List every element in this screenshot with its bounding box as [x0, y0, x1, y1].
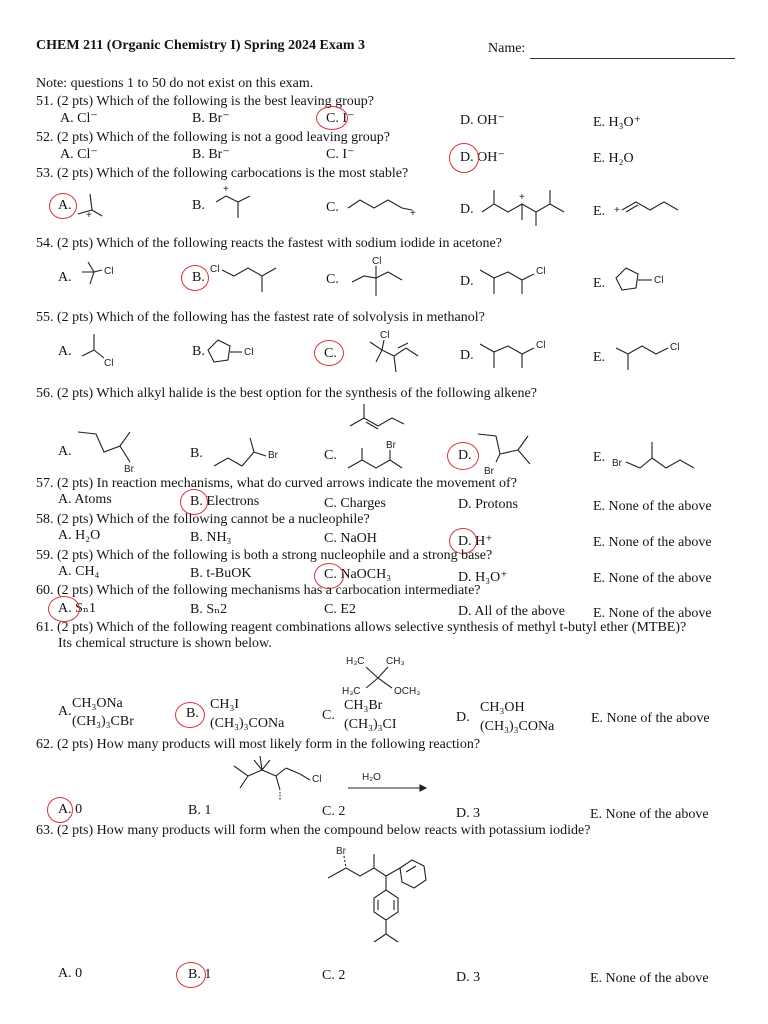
q52-option-a[interactable]: A. Cl⁻ — [60, 147, 98, 162]
q56-target-alkene — [346, 402, 418, 436]
question-55-stem: 55. (2 pts) Which of the following has the fastest rate of solvolysis in methanol? — [36, 310, 485, 325]
q54-option-b[interactable]: B. — [192, 270, 205, 285]
q59-option-e[interactable]: E. None of the above — [593, 571, 712, 586]
question-52-stem: 52. (2 pts) Which of the following is not a good leaving group? — [36, 130, 390, 145]
q61-b-reagent-1: CH₃I — [210, 697, 239, 712]
svg-text:Cl: Cl — [104, 358, 114, 369]
q56-option-d[interactable]: D. — [458, 448, 472, 463]
q53-structure-c — [344, 194, 420, 218]
question-59-stem: 59. (2 pts) Which of the following is both a strong nucleophile and a strong base? — [36, 548, 493, 563]
svg-text:Br: Br — [484, 466, 494, 477]
q55-structure-b — [206, 338, 266, 370]
answer-circle-mark — [48, 596, 80, 622]
q61-d-reagent-2: (CH₃)₃CONa — [480, 719, 555, 734]
q61-c-reagent-2: (CH₃)₃CI — [344, 717, 397, 732]
q52-option-e[interactable]: E. H₂O — [593, 151, 634, 166]
q55-option-a[interactable]: A. — [58, 344, 72, 359]
answer-circle-mark — [316, 106, 348, 130]
svg-text:OCH₃: OCH₃ — [394, 686, 421, 697]
q61-option-e[interactable]: E. None of the above — [591, 711, 710, 726]
svg-text:CH₃: CH₃ — [386, 656, 405, 667]
svg-text:Br: Br — [386, 440, 396, 451]
question-58-stem: 58. (2 pts) Which of the following cannot be a nucleophile? — [36, 512, 370, 527]
q51-option-c[interactable]: C. I⁻ — [326, 111, 355, 126]
note-text: Note: questions 1 to 50 do not exist on this exam. — [36, 76, 314, 91]
answer-circle-mark — [449, 143, 479, 173]
question-53-stem: 53. (2 pts) Which of the following carbocations is the most stable? — [36, 166, 409, 181]
svg-text:Cl: Cl — [654, 275, 664, 286]
answer-circle-mark — [175, 702, 205, 728]
svg-text:H₂O: H₂O — [362, 772, 381, 783]
q61-a-reagent-1: CH₃ONa — [72, 696, 123, 711]
q53-structure-e — [612, 198, 688, 220]
q61-b-reagent-2: (CH₃)₃CONa — [210, 716, 285, 731]
q51-option-d[interactable]: D. OH⁻ — [460, 113, 505, 128]
svg-text:+: + — [519, 192, 525, 203]
q51-option-a[interactable]: A. Cl⁻ — [60, 111, 98, 126]
svg-text:Br: Br — [612, 458, 622, 469]
svg-text:Cl: Cl — [312, 774, 322, 785]
q54-structure-d — [476, 262, 556, 302]
q59-option-d[interactable]: D. H₃O⁺ — [458, 570, 508, 585]
exam-title: CHEM 211 (Organic Chemistry I) Spring 2024 Exam 3 — [36, 38, 365, 53]
q60-option-d[interactable]: D. All of the above — [458, 604, 565, 619]
q58-option-d[interactable]: D. H⁺ — [458, 534, 493, 549]
q62-option-b[interactable]: B. 1 — [188, 803, 212, 818]
q56-option-a[interactable]: A. — [58, 444, 72, 459]
q53-option-c[interactable]: C. — [326, 200, 339, 215]
q59-option-c[interactable]: C. NaOCH₃ — [324, 567, 392, 582]
q54-structure-b — [208, 260, 288, 300]
q61-d-reagent-1: CH₃OH — [480, 700, 525, 715]
svg-text:+: + — [223, 184, 229, 195]
q52-option-d[interactable]: D. OH⁻ — [460, 150, 505, 165]
question-62-stem: 62. (2 pts) How many products will most likely form in the following reaction? — [36, 737, 481, 752]
q54-structure-e — [612, 264, 672, 300]
q55-option-d[interactable]: D. — [460, 348, 474, 363]
name-field-line[interactable] — [530, 58, 735, 59]
question-61-stem: 61. (2 pts) Which of the following reagent combinations allows selective synthesis of methyl t-butyl ether (MTBE)? — [36, 620, 687, 635]
svg-text:Cl: Cl — [244, 347, 254, 358]
svg-text:Cl: Cl — [104, 266, 114, 277]
q62-option-e[interactable]: E. None of the above — [590, 807, 709, 822]
q53-option-d[interactable]: D. — [460, 202, 474, 217]
q54-option-a[interactable]: A. — [58, 270, 72, 285]
question-60-stem: 60. (2 pts) Which of the following mechanisms has a carbocation intermediate? — [36, 583, 481, 598]
q62-option-d[interactable]: D. 3 — [456, 806, 481, 821]
svg-text:Cl: Cl — [210, 264, 220, 275]
answer-circle-mark — [314, 340, 344, 366]
q58-option-a[interactable]: A. H₂O — [58, 528, 101, 543]
q60-option-b[interactable]: B. Sₙ2 — [190, 602, 228, 617]
question-56-stem: 56. (2 pts) Which alkyl halide is the best option for the synthesis of the following alkene? — [36, 386, 537, 401]
q56-structure-e — [610, 438, 710, 478]
q57-option-a[interactable]: A. Atoms — [58, 492, 112, 507]
q61-a-reagent-2: (CH₃)₃CBr — [72, 714, 134, 729]
q53-structure-a — [74, 186, 114, 222]
q56-structure-a — [74, 428, 150, 474]
q60-option-c[interactable]: C. E2 — [324, 602, 356, 617]
question-63-stem: 63. (2 pts) How many products will form when the compound below reacts with potassium iodide? — [36, 823, 591, 838]
question-57-stem: 57. (2 pts) In reaction mechanisms, what do curved arrows indicate the movement of? — [36, 476, 517, 491]
q56-option-c[interactable]: C. — [324, 448, 337, 463]
q55-structure-a — [78, 330, 118, 370]
q61-option-a[interactable]: A. — [58, 704, 72, 719]
q63-option-c[interactable]: C. 2 — [322, 968, 346, 983]
q56-structure-b — [210, 436, 290, 476]
q61-option-c[interactable]: C. — [322, 708, 335, 723]
q56-structure-c — [344, 436, 414, 476]
svg-text:Cl: Cl — [670, 342, 680, 353]
q63-compound-structure — [320, 842, 450, 972]
answer-circle-mark — [49, 193, 77, 219]
answer-circle-mark — [181, 265, 209, 291]
q54-structure-a — [78, 258, 128, 288]
question-54-stem: 54. (2 pts) Which of the following reacts the fastest with sodium iodide in acetone? — [36, 236, 502, 251]
q62-option-a[interactable]: A. 0 — [58, 802, 83, 817]
q57-option-c[interactable]: C. Charges — [324, 496, 386, 511]
svg-text:+: + — [86, 210, 92, 221]
q55-structure-d — [476, 336, 556, 376]
svg-text:H₃C: H₃C — [342, 686, 361, 697]
answer-circle-mark — [176, 962, 206, 988]
svg-text:+: + — [614, 205, 620, 216]
q59-option-b[interactable]: B. t-BuOK — [190, 566, 252, 581]
q52-option-b[interactable]: B. Br⁻ — [192, 147, 230, 162]
svg-text:H₃C: H₃C — [346, 656, 365, 667]
q60-option-a[interactable]: A. Sₙ1 — [58, 601, 96, 616]
q61-option-b[interactable]: B. — [186, 706, 199, 721]
q58-option-c[interactable]: C. NaOH — [324, 531, 377, 546]
q53-structure-b — [212, 184, 262, 224]
q63-option-b[interactable]: B. 1 — [188, 967, 212, 982]
q61-c-reagent-1: CH₃Br — [344, 698, 383, 713]
q61-option-d[interactable]: D. — [456, 710, 470, 725]
q57-option-d[interactable]: D. Protons — [458, 497, 518, 512]
q53-structure-d — [478, 186, 578, 230]
q55-option-b[interactable]: B. — [192, 344, 205, 359]
q54-option-d[interactable]: D. — [460, 274, 474, 289]
svg-text:Br: Br — [336, 846, 346, 857]
q59-option-a[interactable]: A. CH₄ — [58, 564, 100, 579]
q54-structure-c — [346, 252, 416, 302]
q62-option-c[interactable]: C. 2 — [322, 804, 346, 819]
q58-option-e[interactable]: E. None of the above — [593, 535, 712, 550]
svg-text:Cl: Cl — [536, 340, 546, 351]
q54-option-c[interactable]: C. — [326, 272, 339, 287]
q55-structure-e — [612, 338, 692, 374]
q63-option-e[interactable]: E. None of the above — [590, 971, 709, 986]
q56-structure-d — [474, 430, 550, 476]
svg-text:Cl: Cl — [372, 256, 382, 267]
svg-text:Cl: Cl — [380, 330, 390, 341]
svg-text:Cl: Cl — [536, 266, 546, 277]
q62-reactant-structure — [230, 754, 340, 804]
answer-circle-mark — [47, 797, 73, 823]
q62-reaction-arrow — [346, 768, 428, 794]
q56-option-e[interactable]: E. — [593, 450, 606, 465]
q51-option-e[interactable]: E. H₃O⁺ — [593, 115, 642, 130]
q61-mtbe-structure — [340, 652, 440, 700]
q55-structure-c — [346, 326, 436, 374]
q55-option-e[interactable]: E. — [593, 350, 606, 365]
q57-option-e[interactable]: E. None of the above — [593, 499, 712, 514]
svg-text:Br: Br — [124, 464, 134, 475]
q53-option-a[interactable]: A. — [58, 198, 72, 213]
q54-option-e[interactable]: E. — [593, 276, 606, 291]
q53-option-b[interactable]: B. — [192, 198, 205, 213]
q52-option-c[interactable]: C. I⁻ — [326, 147, 355, 162]
q63-option-a[interactable]: A. 0 — [58, 966, 83, 981]
q51-option-b[interactable]: B. Br⁻ — [192, 111, 230, 126]
name-label: Name: — [488, 41, 526, 56]
q55-option-c[interactable]: C. — [324, 346, 337, 361]
svg-text:+: + — [410, 208, 416, 219]
q63-option-d[interactable]: D. 3 — [456, 970, 481, 985]
q56-option-b[interactable]: B. — [190, 446, 203, 461]
q60-option-e[interactable]: E. None of the above — [593, 606, 712, 621]
question-51-stem: 51. (2 pts) Which of the following is the best leaving group? — [36, 94, 375, 109]
q53-option-e[interactable]: E. — [593, 204, 606, 219]
q57-option-b[interactable]: B. Electrons — [190, 494, 260, 509]
question-61-stem-line2: Its chemical structure is shown below. — [58, 636, 272, 651]
svg-text:Br: Br — [268, 450, 278, 461]
q58-option-b[interactable]: B. NH₃ — [190, 530, 232, 545]
